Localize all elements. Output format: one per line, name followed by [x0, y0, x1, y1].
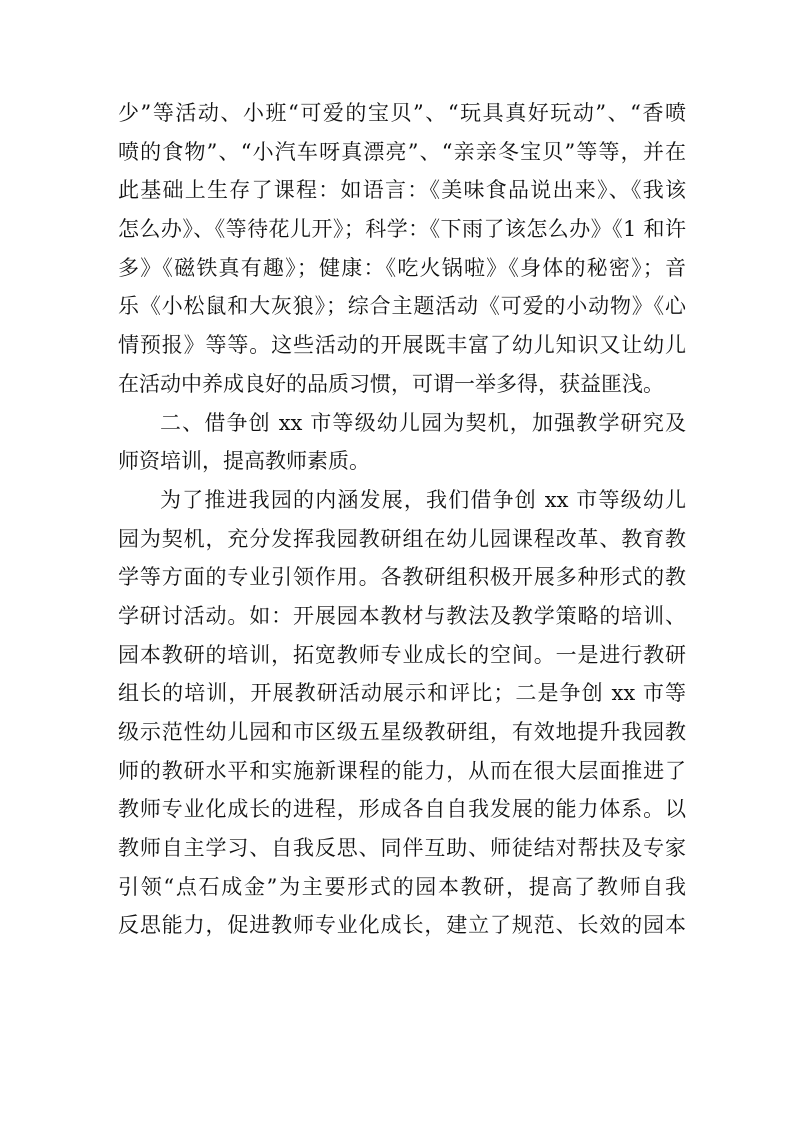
text-line: 反思能力，促进教师专业化成长，建立了规范、长效的园本	[118, 913, 686, 938]
text-line: 学等方面的专业引领作用。各教研组积极开展多种形式的教	[118, 565, 686, 590]
text-line: 怎么办》、《等待花儿开》；科学：《下雨了该怎么办》《1 和许	[118, 217, 686, 242]
text-line: 教师自主学习、自我反思、同伴互助、师徒结对帮扶及专家	[118, 836, 686, 861]
text-line: 在活动中养成良好的品质习惯，可谓一举多得，获益匪浅。	[118, 371, 664, 396]
text-line: 为了推进我园的内涵发展，我们借争创 xx 市等级幼儿	[160, 487, 686, 512]
text-line: 此基础上生存了课程：如语言：《美味食品说出来》、《我该	[118, 178, 686, 203]
text-line: 引领“点石成金”为主要形式的园本教研，提高了教师自我	[118, 874, 686, 899]
section-heading-line: 二、借争创 xx 市等级幼儿园为契机，加强教学研究及	[160, 410, 686, 435]
text-line: 多》《磁铁真有趣》；健康：《吃火锅啦》《身体的秘密》；音	[118, 255, 686, 280]
text-line: 园为契机，充分发挥我园教研组在幼儿园课程改革、教育教	[118, 526, 686, 551]
text-line: 学研讨活动。如：开展园本教材与教法及教学策略的培训、	[118, 603, 686, 628]
text-line: 乐《小松鼠和大灰狼》；综合主题活动《可爱的小动物》《心	[118, 294, 686, 319]
text-line: 级示范性幼儿园和市区级五星级教研组，有效地提升我园教	[118, 720, 686, 744]
text-line: 师的教研水平和实施新课程的能力，从而在很大层面推进了	[118, 758, 686, 783]
text-line: 教师专业化成长的进程，形成各自自我发展的能力体系。以	[118, 797, 686, 822]
section-heading-line: 师资培训，提高教师素质。	[118, 449, 370, 474]
text-line: 少”等活动、小班“可爱的宝贝”、“玩具真好玩动”、“香喷	[118, 101, 686, 125]
text-line: 情预报》等等。这些活动的开展既丰富了幼儿知识又让幼儿	[118, 333, 686, 358]
text-line: 喷的食物”、“小汽车呀真漂亮”、“亲亲冬宝贝”等等，并在	[118, 139, 686, 164]
text-line: 园本教研的培训，拓宽教师专业成长的空间。一是进行教研	[118, 642, 686, 667]
body-text	[118, 94, 686, 945]
text-line: 组长的培训，开展教研活动展示和评比；二是争创 xx 市等	[118, 681, 686, 706]
